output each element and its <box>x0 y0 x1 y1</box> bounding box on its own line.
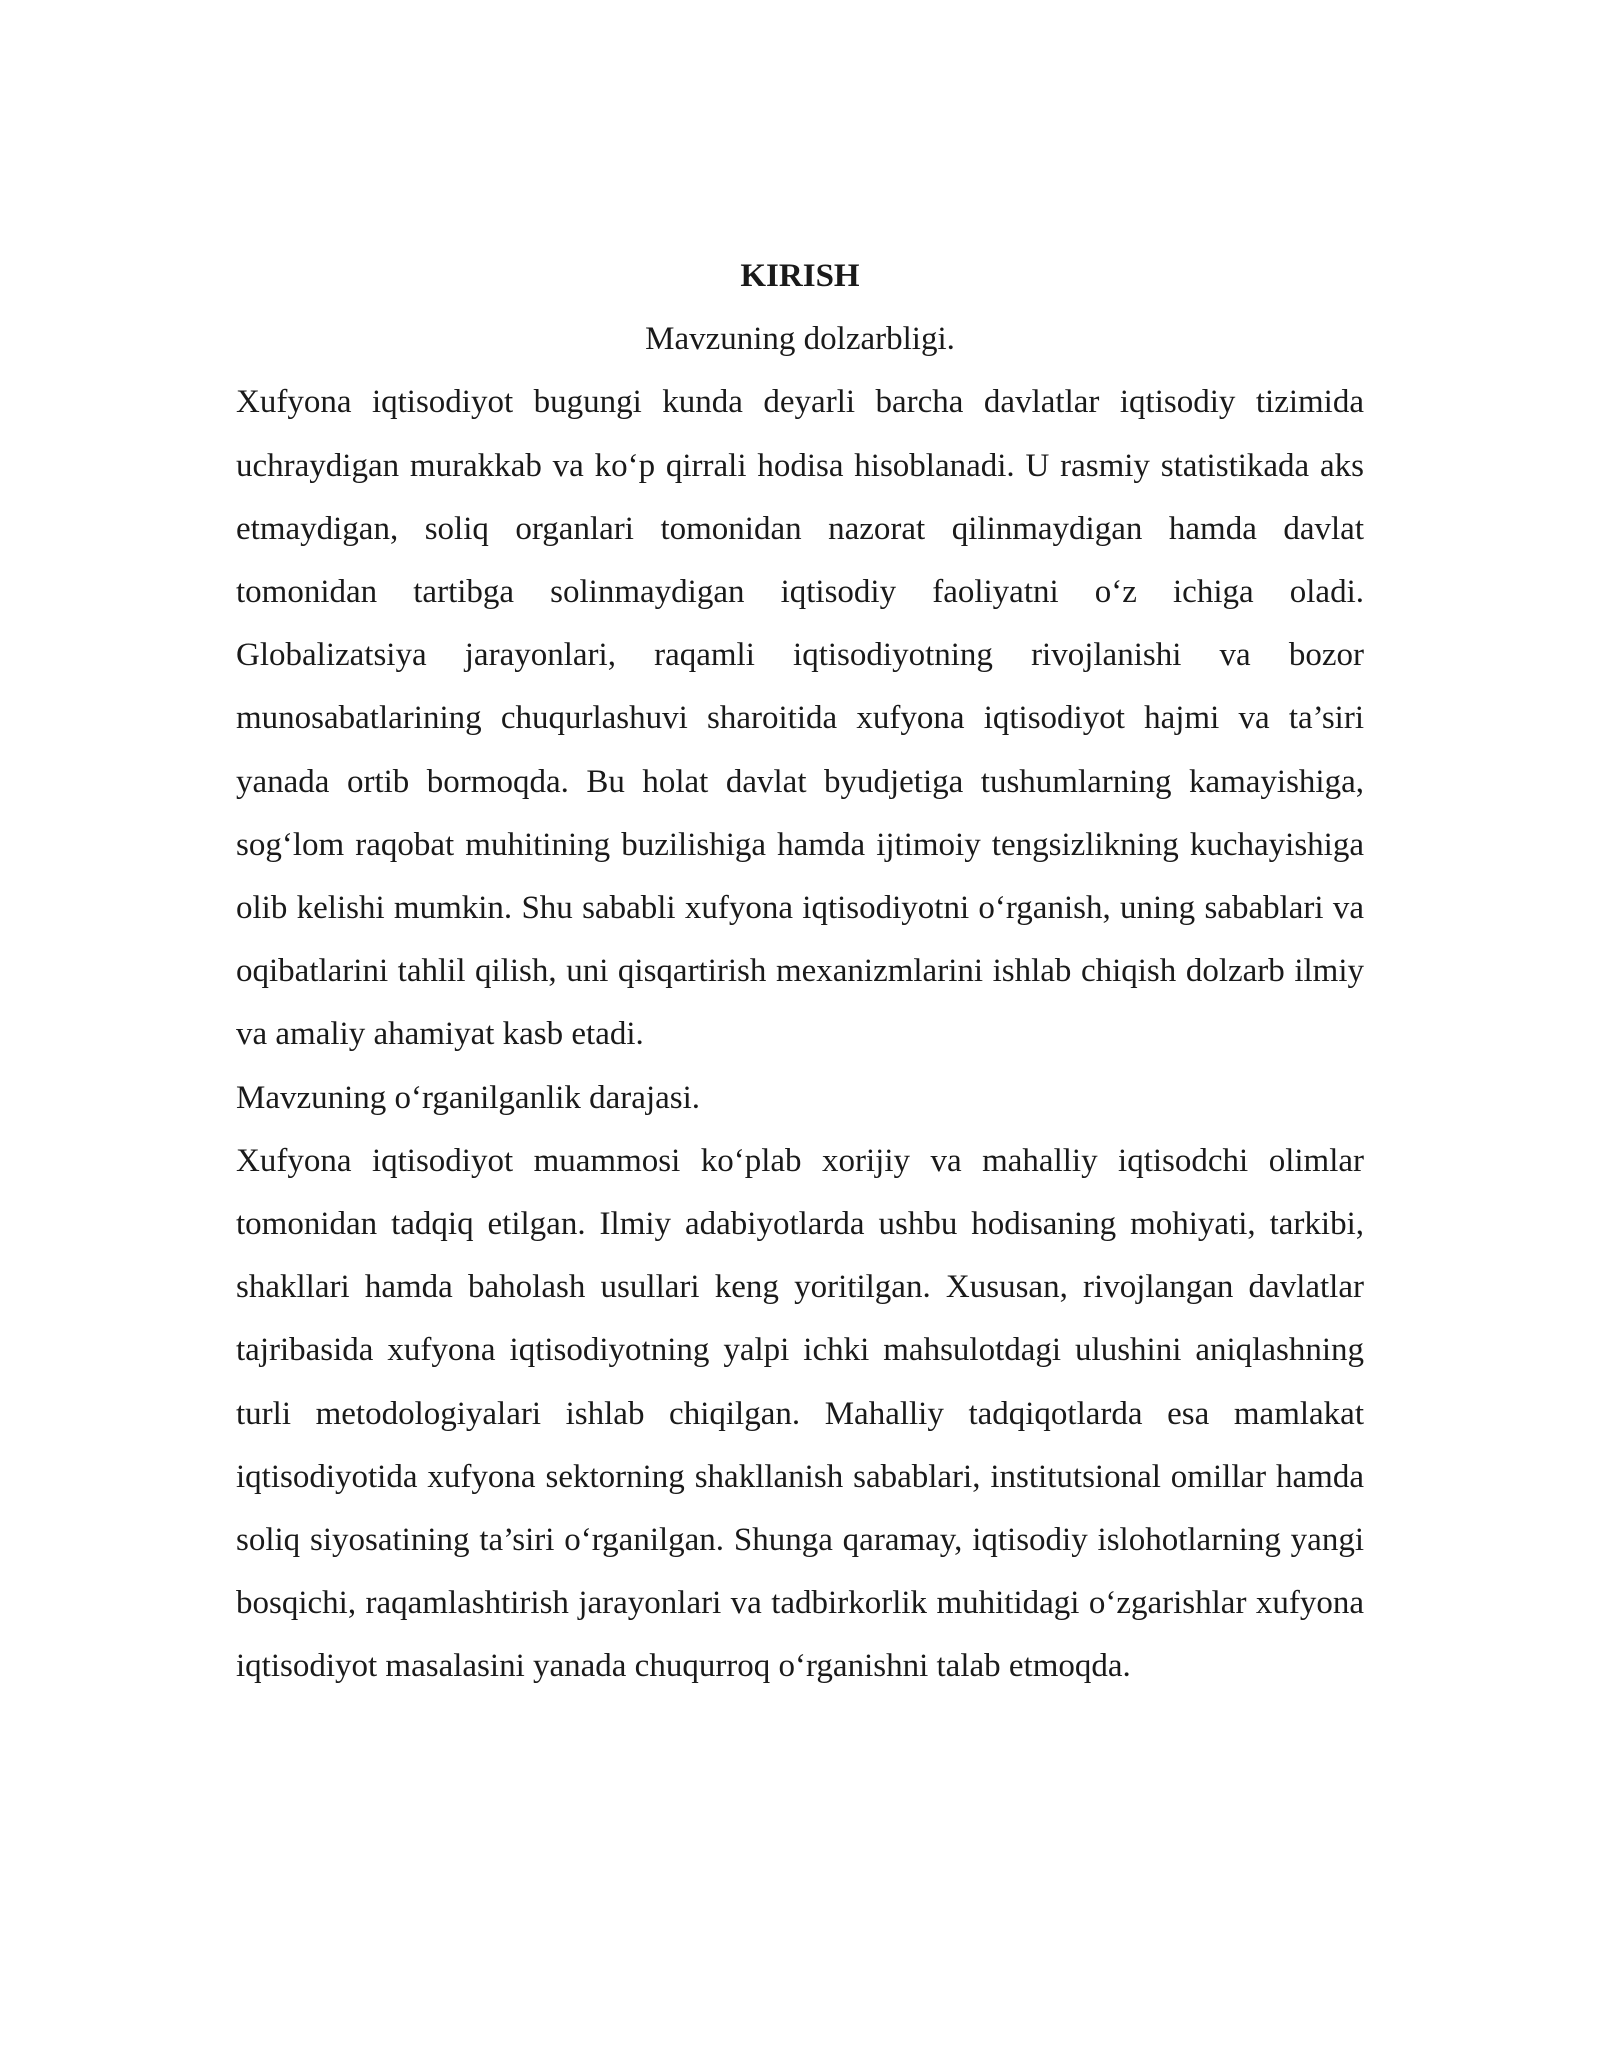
section-heading-relevance: Mavzuning dolzarbligi. <box>645 321 955 358</box>
paragraph-relevance: Xufyona iqtisodiyot bugungi kunda deyarli barcha davlatlar iqtisodiy tizimida uchraydigan murakkab va ko‘p qirrali hodisa hisoblanadi. U rasmiy statistikada aks etmaydigan, soliq organlari tomonidan nazorat qilinmaydigan hamda davlat tomonidan tartibga solinmaydigan iqtisodiy faoliyatni o‘z ichiga oladi. Globalizatsiya jarayonlari, raqamli iqtisodiyotning rivojlanishi va bozor munosabatlarining chuqurlashuvi sharoitida xufyona iqtisodiyot hajmi va ta’siri yanada ortib bormoqda. Bu holat davlat byudjetiga tushumlarning kamayishiga, sog‘lom raqobat muhitining buzilishiga hamda ijtimoiy tengsizlikning kuchayishiga olib kelishi mumkin. Shu sababli xufyona iqtisodiyotni o‘rganish, uning sabablari va oqibatlarini tahlil qilish, uni qisqartirish mexanizmlarini ishlab chiqish dolzarb ilmiy va amaliy ahamiyat kasb etadi. <box>236 384 1364 1053</box>
section-heading-study-level: Mavzuning o‘rganilganlik darajasi. <box>236 1079 701 1116</box>
document-title: KIRISH <box>740 258 860 294</box>
paragraph-study-level: Xufyona iqtisodiyot muammosi ko‘plab xorijiy va mahalliy iqtisodchi olimlar tomonidan tadqiq etilgan. Ilmiy adabiyotlarda ushbu hodisaning mohiyati, tarkibi, shakllari hamda baholash usullari keng yoritilgan. Xususan, rivojlangan davlatlar tajribasida xufyona iqtisodiyotning yalpi ichki mahsulotdagi ulushini aniqlashning turli metodologiyalari ishlab chiqilgan. Mahalliy tadqiqotlarda esa mamlakat iqtisodiyotida xufyona sektorning shakllanish sabablari, institutsional omillar hamda soliq siyosatining ta’siri o‘rganilgan. Shunga qaramay, iqtisodiy islohotlarning yangi bosqichi, raqamlashtirish jarayonlari va tadbirkorlik muhitidagi o‘zgarishlar xufyona iqtisodiyot masalasini yanada chuqurroq o‘rganishni talab etmoqda. <box>236 1142 1364 1685</box>
document-body <box>236 245 1364 1699</box>
